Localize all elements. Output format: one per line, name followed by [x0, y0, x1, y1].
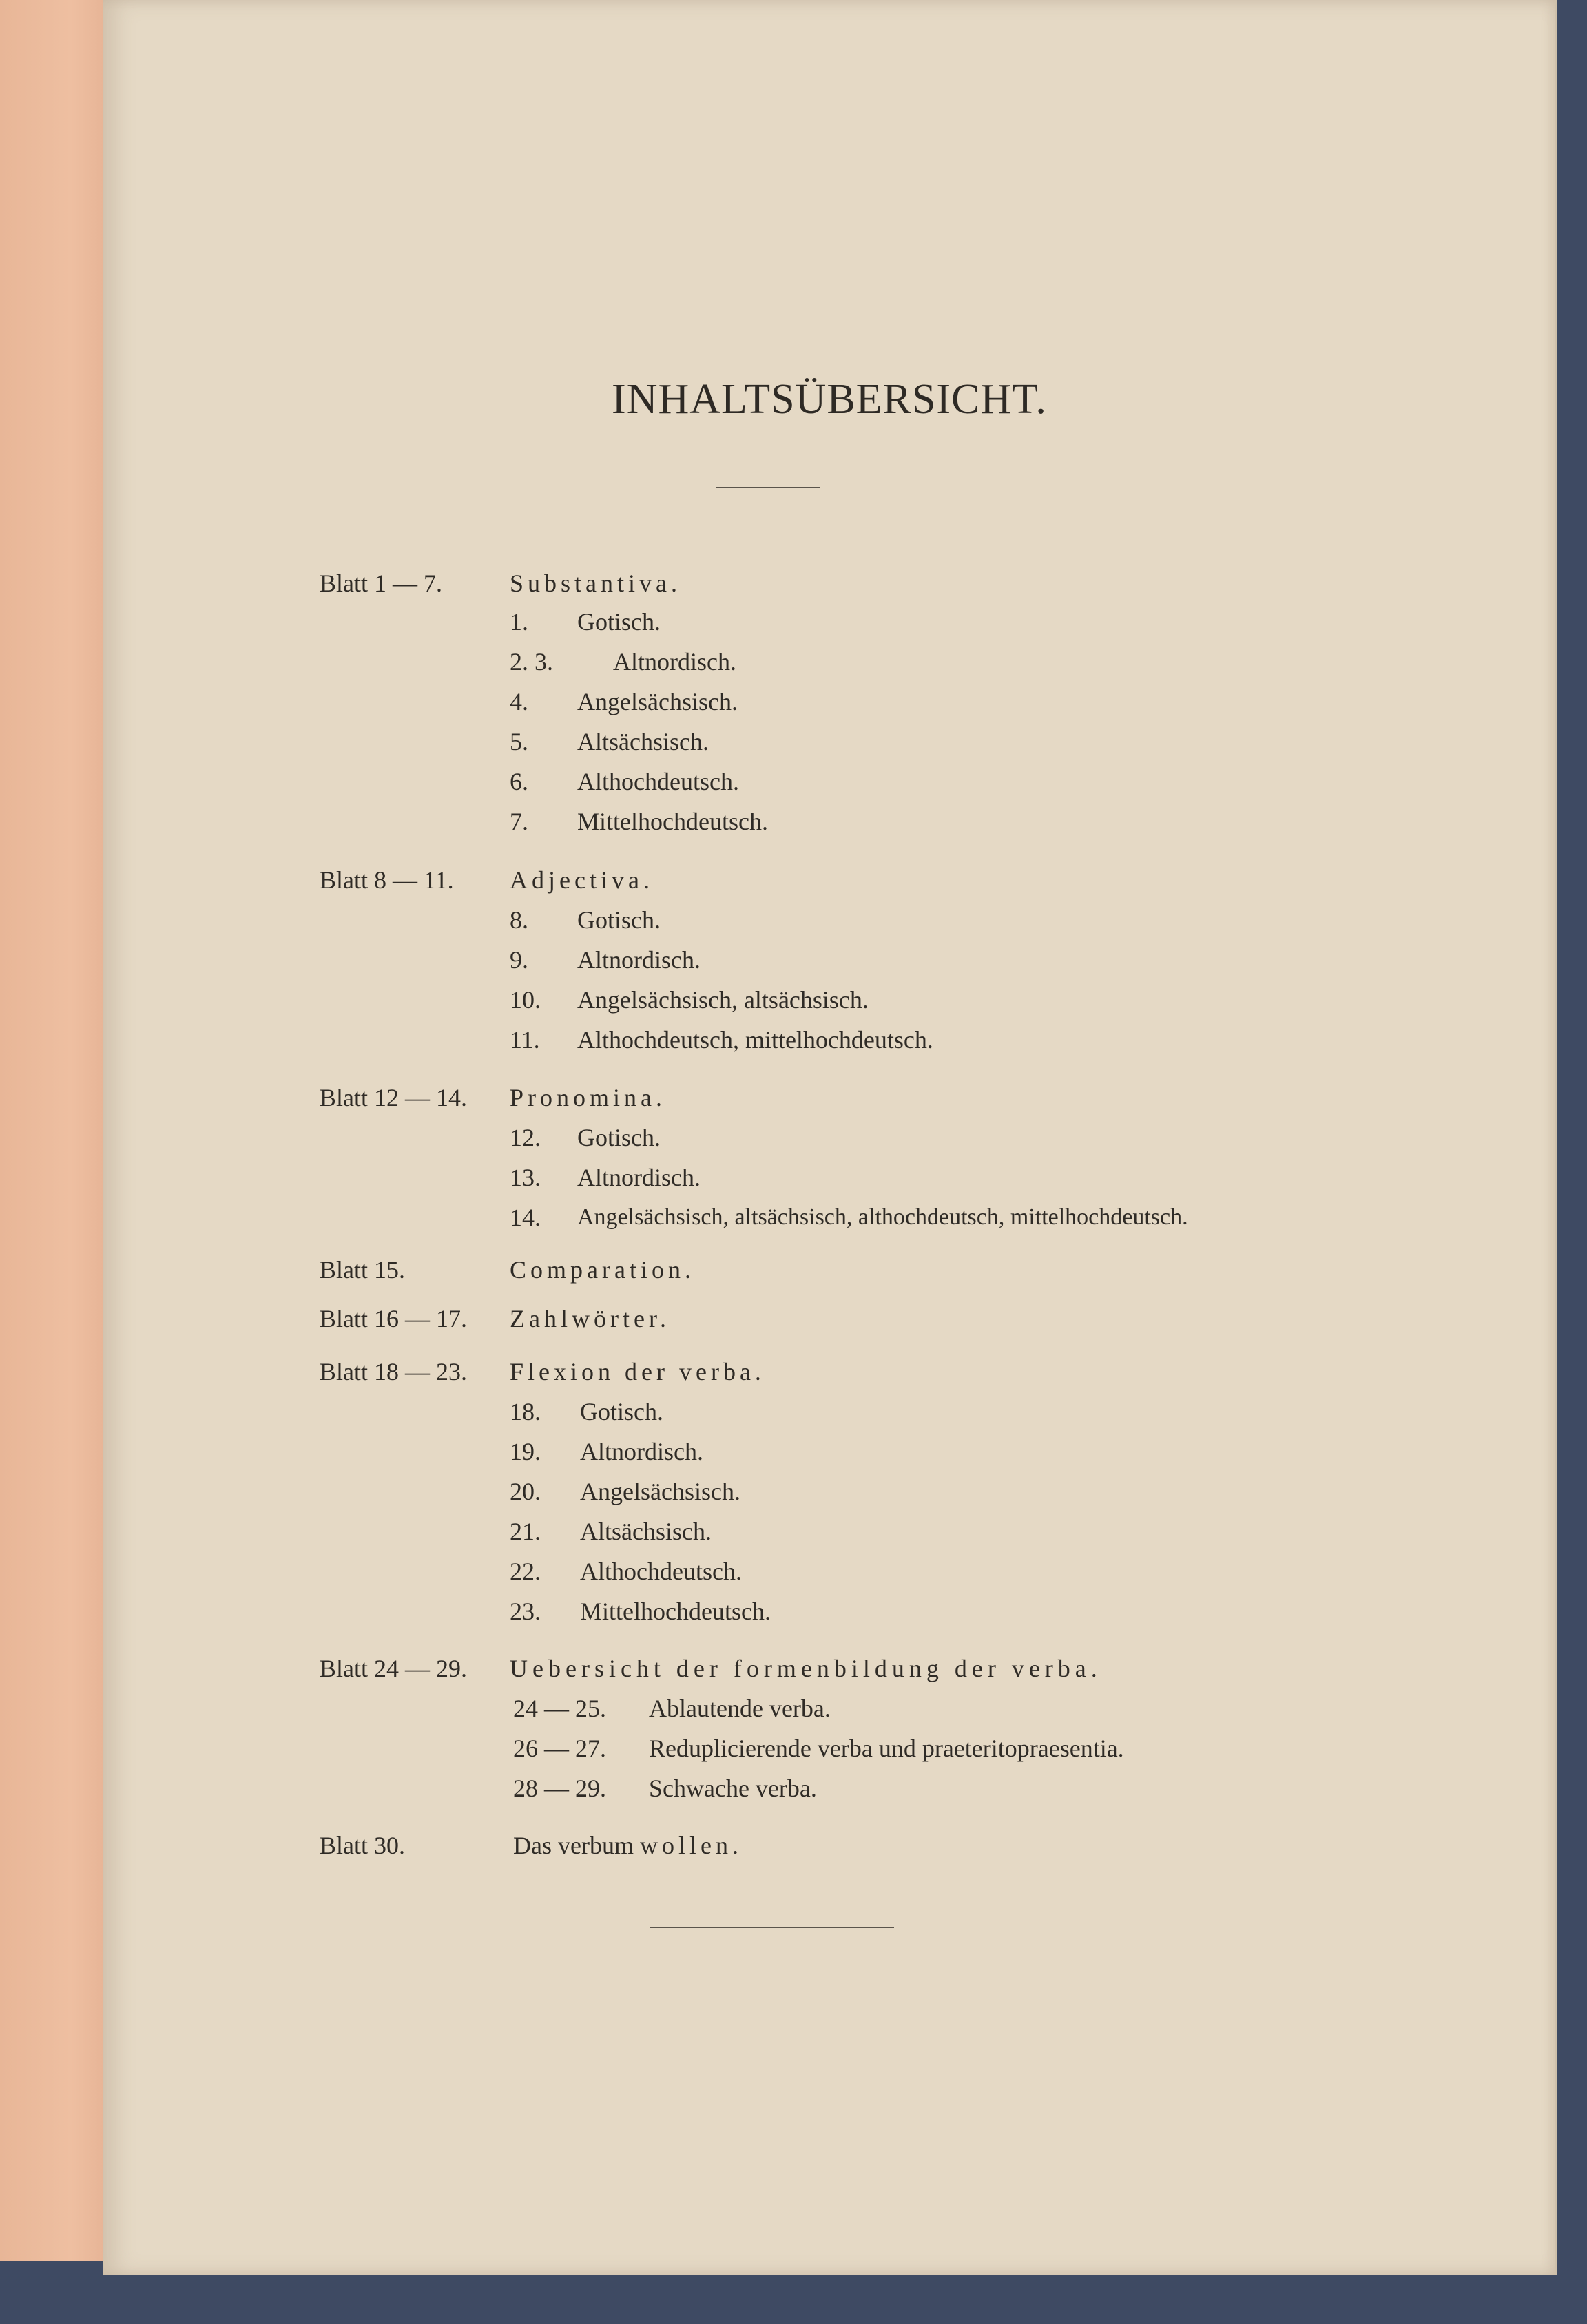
toc-item: [103, 761, 1555, 802]
blatt-range: Blatt 18 — 23.: [320, 1358, 467, 1385]
item-number: 2. 3.: [510, 648, 553, 676]
toc-section-heading: [103, 859, 1555, 901]
toc-item: [103, 1391, 1555, 1432]
page-title: INHALTSÜBERSICHT.: [612, 376, 1047, 423]
item-label: Schwache verba.: [649, 1775, 817, 1802]
toc-section-heading: [103, 1298, 1555, 1339]
toc-section-heading: [103, 1249, 1555, 1290]
toc-item: [103, 601, 1555, 642]
item-label: Angelsächsisch.: [580, 1478, 740, 1505]
blatt-range: Blatt 16 — 17.: [320, 1305, 467, 1332]
toc-item: [103, 721, 1555, 762]
item-label: Mittelhochdeutsch.: [580, 1598, 771, 1625]
toc-item: [103, 1551, 1555, 1592]
item-label: Althochdeutsch.: [577, 768, 739, 795]
item-label: Reduplicierende verba und praeteritopraesentia.: [649, 1735, 1124, 1762]
toc-item: [103, 801, 1555, 842]
item-label: Mittelhochdeutsch.: [577, 808, 768, 835]
toc-item: [103, 1728, 1555, 1769]
item-number: 24 — 25.: [513, 1695, 606, 1722]
section-title-plain: Das verbum: [513, 1832, 634, 1859]
toc-item: [103, 979, 1555, 1020]
section-title: Substantiva.: [510, 569, 681, 597]
item-label: Althochdeutsch.: [580, 1558, 742, 1585]
item-label: Gotisch.: [577, 906, 661, 934]
item-number: 21.: [510, 1518, 541, 1545]
item-number: 7.: [510, 808, 528, 835]
section-title: Zahlwörter.: [510, 1305, 670, 1332]
item-label: Altnordisch.: [613, 648, 736, 676]
section-title: Comparation.: [510, 1256, 695, 1284]
toc-item: [103, 1511, 1555, 1552]
section-title-spaced: wollen.: [639, 1832, 743, 1859]
section-title: [513, 1825, 743, 1866]
closing-divider: [650, 1927, 894, 1928]
toc-section-heading: [103, 1825, 1555, 1866]
item-label: Altsächsisch.: [580, 1518, 712, 1545]
blatt-range: Blatt 1 — 7.: [320, 569, 442, 597]
item-label: Gotisch.: [577, 1124, 661, 1151]
section-title: Adjectiva.: [510, 866, 654, 894]
item-label: Ablautende verba.: [649, 1695, 831, 1722]
item-number: 4.: [510, 688, 528, 715]
item-label: Althochdeutsch, mittelhochdeutsch.: [577, 1026, 933, 1054]
toc-item: [103, 1197, 1555, 1238]
item-number: 19.: [510, 1438, 541, 1465]
item-number: 8.: [510, 906, 528, 934]
item-number: 5.: [510, 728, 528, 755]
toc-item: [103, 641, 1555, 682]
section-title: Flexion der verba.: [510, 1358, 765, 1385]
item-number: 23.: [510, 1598, 541, 1625]
toc-item: [103, 1471, 1555, 1512]
item-label: Angelsächsisch, altsächsisch.: [577, 986, 869, 1014]
title-divider: [716, 487, 820, 488]
toc-item: [103, 1768, 1555, 1809]
blatt-range: Blatt 24 — 29.: [320, 1655, 467, 1682]
item-number: 22.: [510, 1558, 541, 1585]
item-label: Angelsächsisch, altsächsisch, althochdeutsch, mittelhochdeutsch.: [577, 1204, 1188, 1230]
document-page: [103, 0, 1557, 2275]
item-number: 6.: [510, 768, 528, 795]
toc-item: [103, 1019, 1555, 1060]
item-number: 26 — 27.: [513, 1735, 606, 1762]
toc-item: [103, 1117, 1555, 1158]
item-number: 28 — 29.: [513, 1775, 606, 1802]
toc-item: [103, 1157, 1555, 1198]
toc-item: [103, 899, 1555, 941]
item-number: 1.: [510, 608, 528, 636]
toc-item: [103, 939, 1555, 981]
item-label: Altnordisch.: [577, 946, 701, 974]
blatt-range: Blatt 30.: [320, 1832, 405, 1859]
section-title: Pronomina.: [510, 1084, 666, 1111]
item-label: Gotisch.: [580, 1398, 663, 1425]
toc-section-heading: [103, 1648, 1555, 1689]
item-label: Altsächsisch.: [577, 728, 709, 755]
item-number: 14.: [510, 1204, 541, 1231]
item-label: Angelsächsisch.: [577, 688, 738, 715]
item-label: Altnordisch.: [580, 1438, 703, 1465]
item-number: 11.: [510, 1026, 540, 1054]
toc-item: [103, 681, 1555, 722]
toc-section-heading: [103, 1077, 1555, 1118]
item-number: 9.: [510, 946, 528, 974]
item-number: 10.: [510, 986, 541, 1014]
item-number: 20.: [510, 1478, 541, 1505]
left-page-edge: [0, 0, 118, 2261]
toc-section-heading: [103, 1351, 1555, 1392]
item-number: 18.: [510, 1398, 541, 1425]
toc-item: [103, 1688, 1555, 1729]
blatt-range: Blatt 8 — 11.: [320, 866, 454, 894]
toc-section-heading: [103, 563, 1555, 604]
item-label: Altnordisch.: [577, 1164, 701, 1191]
section-title: Uebersicht der formenbildung der verba.: [510, 1655, 1102, 1682]
blatt-range: Blatt 15.: [320, 1256, 405, 1284]
blatt-range: Blatt 12 — 14.: [320, 1084, 467, 1111]
item-label: Gotisch.: [577, 608, 661, 636]
toc-item: [103, 1591, 1555, 1632]
item-number: 13.: [510, 1164, 541, 1191]
toc-item: [103, 1431, 1555, 1472]
item-number: 12.: [510, 1124, 541, 1151]
